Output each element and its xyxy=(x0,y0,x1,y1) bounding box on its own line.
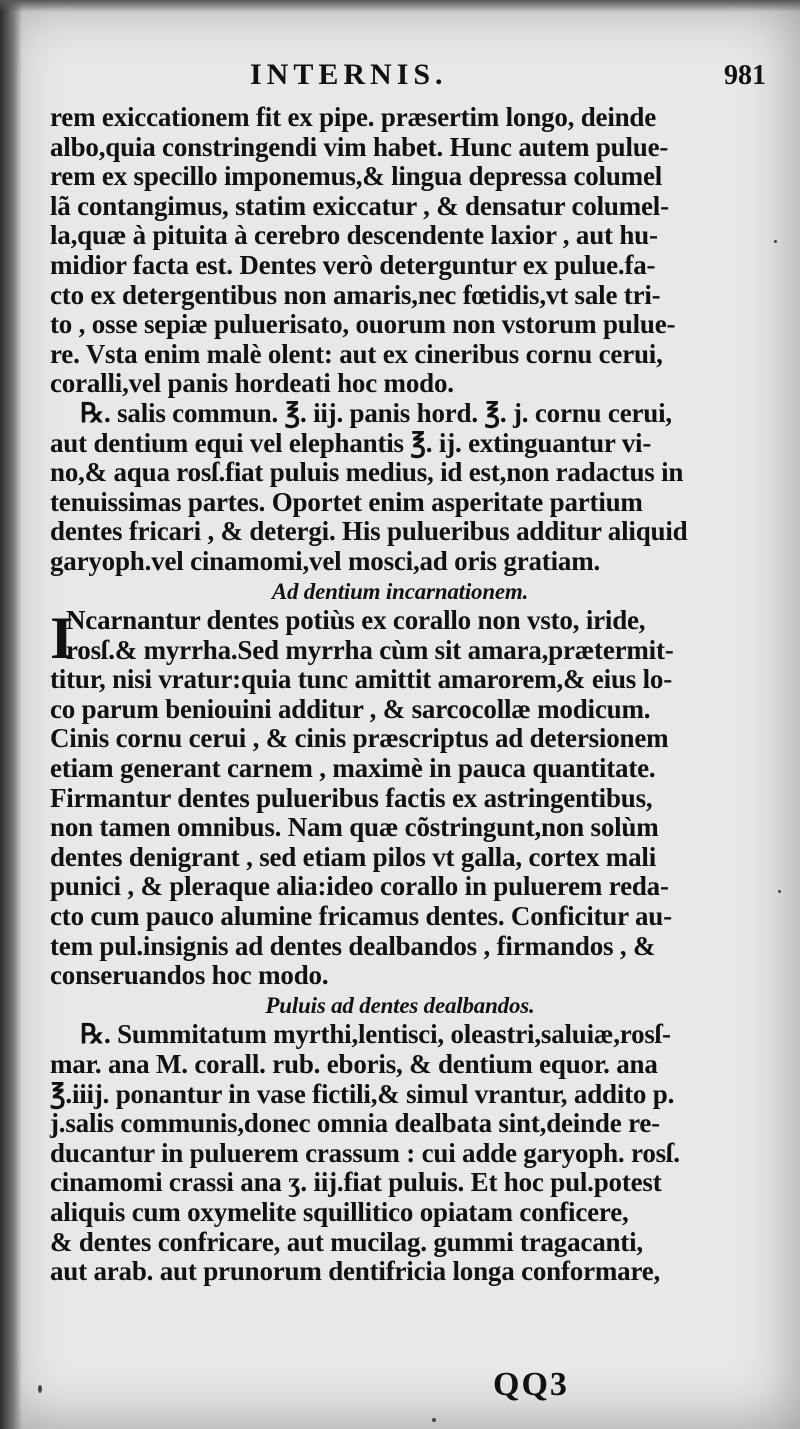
text-line: rosſ.& myrrha.Sed myrrha cùm sit amara,prætermit- xyxy=(66,634,674,665)
text-line: ℞. salis commun. ℥. iij. panis hord. ℥. j. cornu cerui, xyxy=(80,397,672,428)
text-line: titur, nisi vratur:quia tunc amittit amarorem,& eius lo- xyxy=(50,664,673,695)
text-line: aut dentium equi vel elephantis ℥. ij. extinguantur vi- xyxy=(50,427,652,458)
paragraph-recipe-salis xyxy=(50,399,750,577)
text-line: to , osse sepiæ puluerisato, ouorum non vstorum pulue- xyxy=(50,309,676,340)
text-line: rem exiccationem fit ex pipe. præsertim longo, deinde xyxy=(50,102,657,132)
text-line: dentes fricari , & detergi. His pulueribus additur aliquid xyxy=(50,516,688,547)
text-line: cto ex detergentibus non amaris,nec fœtidis,vt sale tri- xyxy=(50,279,661,310)
text-line: rem ex specillo imponemus,& lingua depressa columel xyxy=(50,161,663,192)
text-line: co parum beniouini additur , & sarcocollæ modicum. xyxy=(50,693,651,724)
paragraph-incarnation xyxy=(50,606,750,991)
text-line: cto cum pauco alumine fricamus dentes. Conficitur au- xyxy=(50,901,672,932)
body-text xyxy=(50,103,750,1287)
text-line: tenuissimas partes. Oportet enim asperitate partium xyxy=(50,486,643,517)
binding-gutter-shadow xyxy=(0,0,22,1429)
ink-speck xyxy=(38,1385,42,1393)
text-line: mar. ana M. corall. rub. eboris, & dentium equor. ana xyxy=(50,1049,658,1079)
text-line: ducantur in puluerem crassum : cui adde garyoph. rosſ. xyxy=(50,1137,680,1168)
text-line: dentes denigrant , sed etiam pilos vt galla, cortex mali xyxy=(50,841,656,872)
text-line: ℞. Summitatum myrthi,lentisci, oleastri,saluiæ,rosſ- xyxy=(80,1019,671,1050)
text-line: tem pul.insignis ad dentes dealbandos , firmandos , & xyxy=(50,930,656,961)
text-line: j.salis communis,donec omnia dealbata sint,deinde re- xyxy=(50,1108,660,1139)
paragraph-exiccation xyxy=(50,103,750,399)
text-line: conseruandos hoc modo. xyxy=(50,960,329,991)
section-heading-puluis: Puluis ad dentes dealbandos. xyxy=(265,992,535,1018)
signature-mark: QQ3 xyxy=(493,1366,569,1403)
text-line: re. Vsta enim malè olent: aut ex cineribus cornu cerui, xyxy=(50,338,663,369)
text-line: garyoph.vel cinamomi,vel mosci,ad oris gratiam. xyxy=(50,545,601,576)
text-line: aliquis cum oxymelite squillitico opiatam conficere, xyxy=(50,1196,629,1227)
page-number: 981 xyxy=(724,60,766,91)
text-line: cinamomi crassi ana ʒ. iij.fiat puluis. Et hoc pul.potest xyxy=(50,1167,662,1198)
ink-speck xyxy=(774,240,777,243)
text-line: non tamen omnibus. Nam quæ cõstringunt,non solùm xyxy=(50,812,659,843)
text-line: ℥.iiij. ponantur in vase fictili,& simul vrantur, addito p. xyxy=(50,1078,675,1109)
page-header xyxy=(0,58,800,98)
running-head: INTERNIS. xyxy=(250,58,448,91)
text-line: punici , & pleraque alia:ideo corallo in puluerem reda- xyxy=(50,871,669,902)
paragraph-recipe-summitatum xyxy=(50,1020,750,1286)
section-heading-incarnation: Ad dentium incarnationem. xyxy=(271,578,529,604)
ink-speck xyxy=(432,1418,436,1422)
text-line: Ncarnantur dentes potiùs ex corallo non vsto, iride, xyxy=(66,605,646,636)
text-line: & dentes confricare, aut mucilag. gummi tragacanti, xyxy=(50,1226,643,1257)
text-line: lã contangimus, statim exiccatur , & densatur columel- xyxy=(50,190,669,221)
drop-cap: I xyxy=(50,605,74,672)
text-line: midior facta est. Dentes verò deterguntur ex pulue.fa- xyxy=(50,249,656,280)
ink-speck xyxy=(778,890,781,893)
text-line: Cinis cornu cerui , & cinis præscriptus ad detersionem xyxy=(50,723,669,754)
text-line: no,& aqua rosſ.fiat puluis medius, id est,non radactus in xyxy=(50,457,684,488)
text-line: Firmantur dentes pulueribus factis ex astringentibus, xyxy=(50,782,653,813)
text-line: aut arab. aut prunorum dentifricia longa conformare, xyxy=(50,1256,661,1287)
text-line: albo,quia constringendi vim habet. Hunc autem pulue- xyxy=(50,131,669,162)
text-line: la,quæ à pituita à cerebro descendente laxior , aut hu- xyxy=(50,220,658,251)
text-line: coralli,vel panis hordeati hoc modo. xyxy=(50,368,454,399)
text-line: etiam generant carnem , maximè in pauca quantitate. xyxy=(50,753,656,784)
top-edge-shadow xyxy=(0,0,800,12)
